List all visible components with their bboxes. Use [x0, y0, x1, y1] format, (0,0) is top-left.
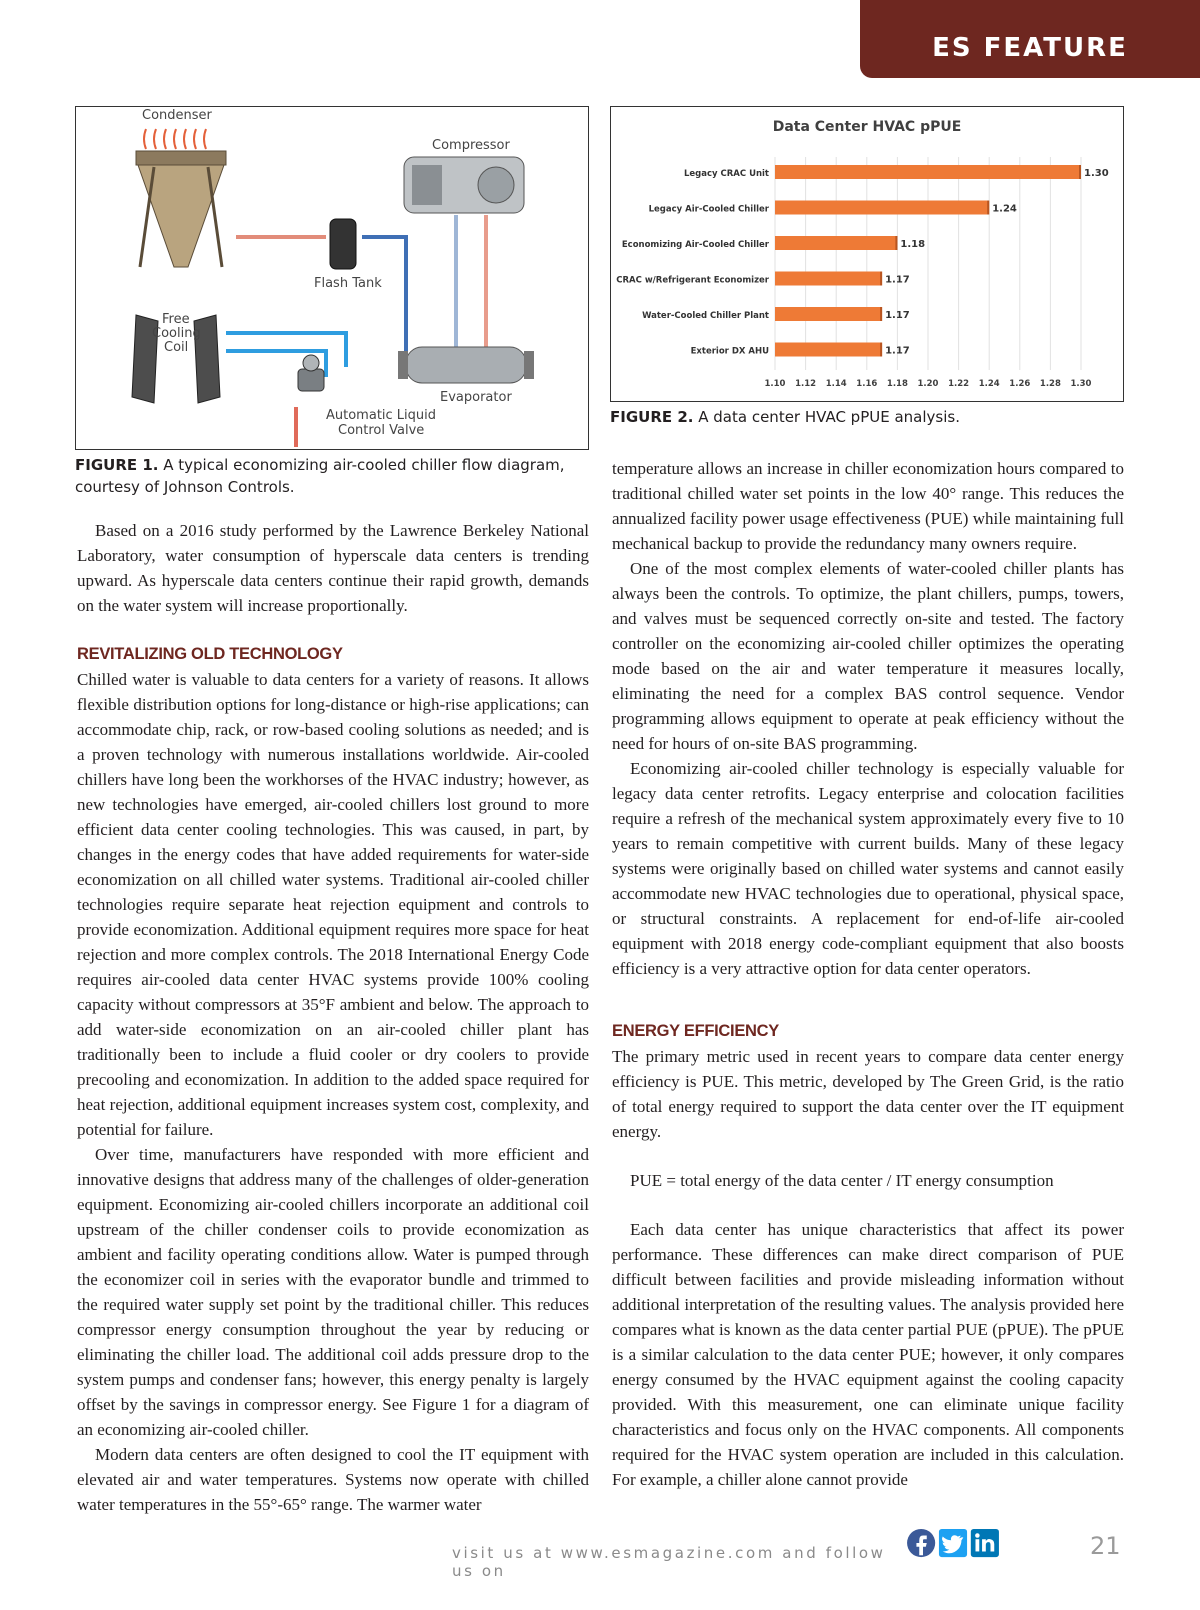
chart-x-tick-label: 1.18	[886, 379, 908, 389]
twitter-icon[interactable]	[939, 1529, 967, 1557]
right-paragraph-3: Economizing air-cooled chiller technology is especially valuable for legacy data center retrofits. Legacy enterprise and colocation facilities require a refresh of the mechanical system approximately every five to 10 years to remain competitive with current builds. Many of these legacy systems were originally based on chilled water systems and cannot easily accommodate new HVAC technologies due to operational, physical space, or structural constraints. A replacement for end-of-life air-cooled equipment with 2018 energy code-compliant equipment that also boosts efficiency is a very attractive option for data center operators.	[612, 759, 1124, 978]
chart-category-label: Economizing Air-Cooled Chiller	[621, 240, 769, 250]
pue-formula: PUE = total energy of the data center / IT energy consumption	[630, 1171, 1054, 1190]
chart-value-label: 1.17	[885, 310, 910, 321]
left-paragraph-2: Chilled water is valuable to data centers for a variety of reasons. It allows flexible distribution options for long-distance or high-rise applications; can accommodate chip, rack, or row-based cooling solutions as needed; and is a proven technology with numerous installations worldwide. Air-cooled chillers have long been the workhorses of the HVAC industry; however, as new technologies have emerged, air-cooled chillers lost ground to more efficient data center cooling technologies. This was caused, in part, by changes in the energy codes that have added requirements for water-side economization on all chilled water systems. Traditional air-cooled chiller technologies require separate heat rejection equipment and controls to provide economization. Additional equipment requires more space for heat rejection and more complex controls. The 2018 International Energy Code requires air-cooled data center HVAC systems provide 100% cooling capacity without compressors at 35°F ambient and below. The approach to add water-side economization on an air-cooled chiller plant has traditionally been to include a fluid cooler or dry coolers to provide precooling and economization. In addition to the added space required for heat rejection, additional equipment increases system cost, complexity, and potential for failure.	[77, 670, 589, 1139]
figure-1-caption-text: A typical economizing air-cooled chiller flow diagram, courtesy of Johnson Controls.	[75, 456, 565, 496]
ppue-bar-chart	[611, 107, 1123, 401]
chart-x-tick-label: 1.28	[1039, 379, 1061, 389]
left-column	[77, 518, 589, 1517]
label-free-2: Cooling	[152, 326, 201, 341]
chart-bar	[775, 307, 882, 321]
chart-category-label: Exterior DX AHU	[690, 346, 769, 357]
condenser-graphic	[136, 129, 226, 267]
right-paragraph-2: One of the most complex elements of water-cooled chiller plants has always been the controls. To optimize, the plant chillers, pumps, towers, and valves must be sequenced correctly on-site and tested. The factory controller on the economizing air-cooled chiller optimizes the operating mode based on the air and water temperature it measures locally, eliminating the need for a complex BAS control sequence. Vendor programming allows equipment to operate at peak efficiency without the need for hours of on-site BAS programming.	[612, 559, 1124, 753]
linkedin-icon[interactable]	[971, 1529, 999, 1557]
figure-1-caption-lead: FIGURE 1.	[75, 456, 159, 474]
chart-bar	[775, 165, 1081, 179]
chart-x-tick-label: 1.26	[1009, 379, 1031, 389]
liquid-control-valve-graphic	[298, 355, 324, 391]
label-evaporator: Evaporator	[440, 390, 512, 405]
right-column	[612, 456, 1124, 1492]
chart-category-label: Legacy CRAC Unit	[683, 169, 769, 179]
chart-bar	[775, 201, 989, 215]
figure-2-caption	[610, 406, 1124, 428]
left-paragraph-1: Based on a 2016 study performed by the Lawrence Berkeley National Laboratory, water consumption of hyperscale data centers is trending upward. As hyperscale data centers continue their rapid growth, demands on the water system will increase proportionally.	[77, 521, 589, 615]
chart-value-label: 1.17	[885, 345, 910, 357]
chart-bar	[775, 272, 882, 286]
heading-energy-efficiency: ENERGY EFFICIENCY	[612, 1022, 779, 1040]
chart-bar-edge	[1079, 165, 1081, 179]
figure-1-diagram	[75, 106, 589, 450]
chart-bar-edge	[880, 272, 882, 286]
chart-bar-edge	[880, 343, 882, 357]
right-paragraph-1: temperature allows an increase in chiller economization hours compared to traditional chilled water set points in the low 40° range. This reduces the annualized facility power usage effectiveness (PUE) while maintaining full mechanical backup to provide the redundancy many owners require.	[612, 459, 1124, 553]
heading-revitalizing: REVITALIZING OLD TECHNOLOGY	[77, 645, 343, 663]
left-paragraph-4: Modern data centers are often designed to cool the IT equipment with elevated air and water temperatures. Systems now operate with chilled water temperatures in the 55°-65° range. The warmer water	[77, 1445, 589, 1514]
chart-value-label: 1.17	[885, 274, 910, 286]
chart-category-label: CRAC w/Refrigerant Economizer	[616, 275, 769, 286]
chart-x-tick-label: 1.22	[948, 379, 970, 389]
flash-tank-graphic	[330, 219, 356, 269]
chart-category-label: Legacy Air-Cooled Chiller	[648, 204, 769, 215]
label-free-3: Coil	[164, 340, 189, 355]
chart-x-tick-label: 1.30	[1070, 379, 1092, 389]
label-flash-tank: Flash Tank	[314, 276, 382, 291]
figure-2-chart	[610, 106, 1124, 402]
chart-value-label: 1.24	[992, 203, 1017, 215]
chart-x-tick-label: 1.20	[917, 379, 939, 389]
left-paragraph-3: Over time, manufacturers have responded with more efficient and innovative designs that address many of the challenges of older-generation equipment. Economizing air-cooled chillers incorporate an additional coil upstream of the chiller condenser coils to provide economization as ambient and facility operating conditions allow. Water is pumped through the economizer coil in series with the evaporator bundle and trimmed to the required water supply set point by the traditional chiller. This reduces compressor energy consumption throughout the year by reducing or eliminating the chiller load. The additional coil adds pressure drop to the system pumps and condenser fans; however, this energy penalty is largely offset by the savings in compressor energy. See Figure 1 for a diagram of an economizing air-cooled chiller.	[77, 1145, 589, 1439]
chiller-flow-diagram	[76, 107, 588, 449]
compressor-graphic	[404, 157, 524, 213]
right-paragraph-5: Each data center has unique characteristics that affect its power performance. These differences can make direct comparison of PUE difficult between facilities and provide misleading information without additional interpretation of the resulting values. The analysis provided here compares what is known as the data center partial PUE (pPUE). The pPUE is a similar calculation to the data center PUE; however, it only compares energy consumed by the HVAC equipment against the cooling capacity provided. With this measurement, one can eliminate unique facility characteristics and focus only on the HVAC components. All components required for the HVAC system operation are included in this calculation. For example, a chiller alone cannot provide	[612, 1220, 1124, 1489]
label-condenser: Condenser	[142, 108, 212, 123]
chart-bar	[775, 236, 897, 250]
chart-x-tick-label: 1.14	[825, 379, 847, 389]
chart-title: Data Center HVAC pPUE	[772, 119, 962, 135]
chart-x-tick-label: 1.12	[795, 379, 817, 389]
chart-x-tick-label: 1.24	[978, 379, 1000, 389]
chart-x-tick-label: 1.10	[764, 379, 786, 389]
footer-text: visit us at www.esmagazine.com and follow us on	[452, 1544, 886, 1580]
social-icons	[904, 1528, 1002, 1558]
chart-category-label: Water-Cooled Chiller Plant	[642, 311, 769, 321]
chart-bar-edge	[987, 201, 989, 215]
section-tab: ES FEATURE	[860, 0, 1200, 78]
page-number: 21	[1090, 1532, 1121, 1560]
figure-2-caption-text: A data center HVAC pPUE analysis.	[693, 408, 960, 426]
right-paragraph-4: The primary metric used in recent years to compare data center energy efficiency is PUE. This metric, developed by The Green Grid, is the ratio of total energy required to support the data center over the IT equipment energy.	[612, 1047, 1124, 1141]
chart-value-label: 1.18	[900, 239, 926, 250]
label-free-1: Free	[162, 312, 190, 327]
figure-2-caption-lead: FIGURE 2.	[610, 408, 694, 426]
evaporator-graphic	[398, 347, 534, 383]
facebook-icon[interactable]	[907, 1529, 935, 1557]
chart-value-label: 1.30	[1084, 168, 1109, 179]
chart-x-tick-label: 1.16	[856, 379, 878, 389]
chart-bar-edge	[880, 307, 882, 321]
label-valve-1: Automatic Liquid	[326, 408, 437, 423]
figure-1-caption	[75, 454, 589, 498]
chart-bar-edge	[895, 236, 897, 250]
label-valve-2: Control Valve	[338, 423, 425, 438]
chart-bar	[775, 343, 882, 357]
label-compressor: Compressor	[432, 138, 510, 153]
